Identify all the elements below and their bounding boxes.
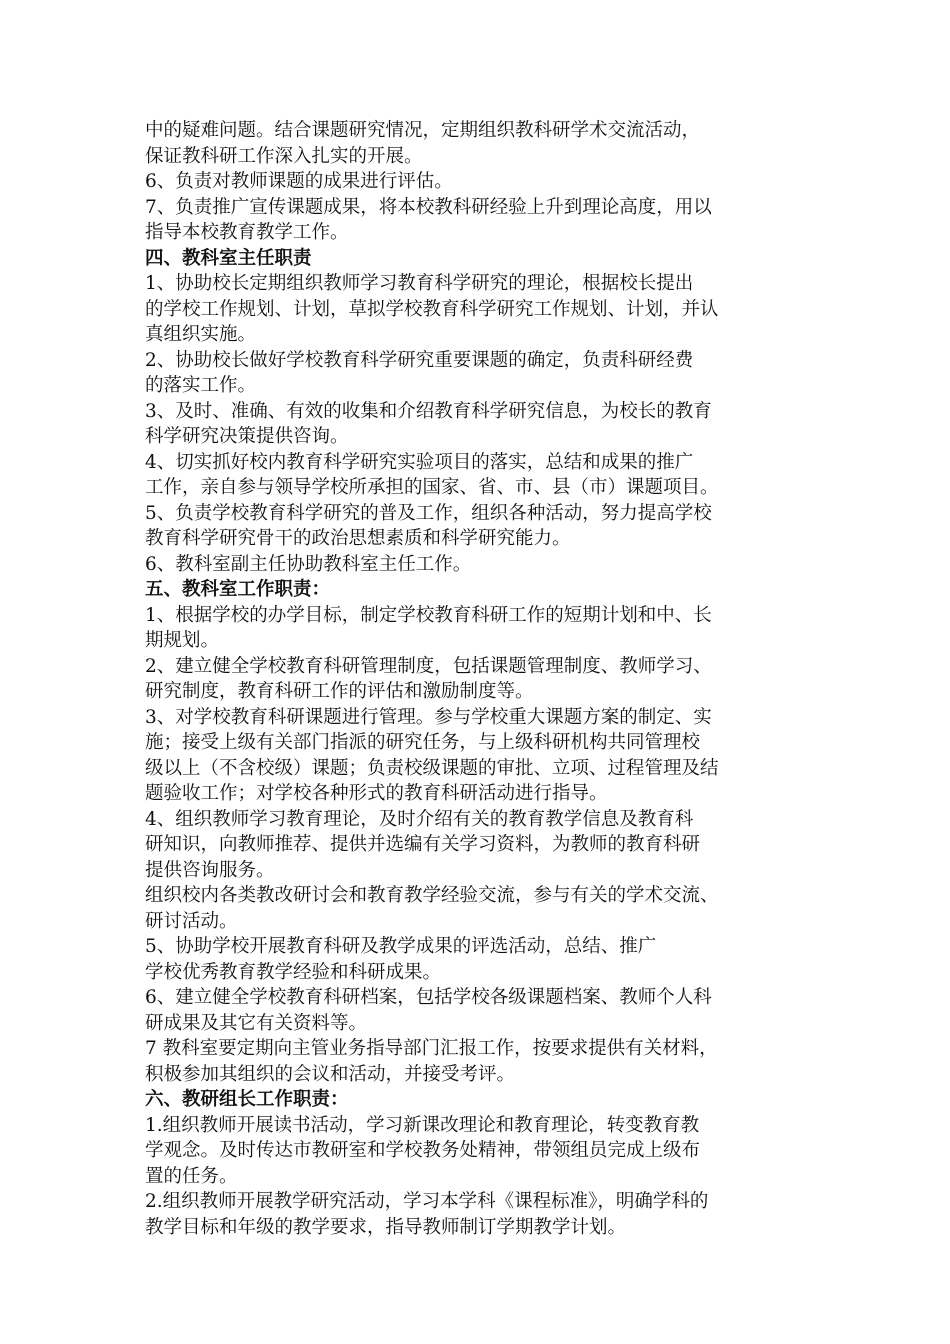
text-line: 施；接受上级有关部门指派的研究任务，与上级科研机构共同管理校 bbox=[145, 732, 701, 753]
paragraph-item bbox=[145, 705, 825, 807]
paragraph-item bbox=[145, 1189, 825, 1240]
text-line: 学观念。及时传达市教研室和学校教务处精神，带领组员完成上级布 bbox=[145, 1140, 701, 1161]
paragraph-item bbox=[145, 883, 825, 934]
paragraph-item bbox=[145, 603, 825, 654]
paragraph-item-7 bbox=[145, 195, 825, 246]
heading-text: 五、教科室工作职责： bbox=[145, 579, 331, 600]
text-line: 真组织实施。 bbox=[145, 324, 257, 345]
text-line: 保证教科研工作深入扎实的开展。 bbox=[145, 145, 423, 167]
text-line: 5、协助学校开展教育科研及教学成果的评选活动，总结、推广 bbox=[145, 936, 657, 957]
text-line: 的落实工作。 bbox=[145, 375, 257, 396]
paragraph-item bbox=[145, 934, 825, 985]
section-heading-5 bbox=[145, 577, 825, 603]
text-line: 6、建立健全学校教育科研档案，包括学校各级课题档案、教师个人科 bbox=[145, 987, 712, 1008]
text-line: 学校优秀教育教学经验和科研成果。 bbox=[145, 961, 442, 983]
text-line: 的学校工作规划、计划，草拟学校教育科学研究工作规划、计划，并认 bbox=[145, 298, 719, 320]
text-line: 教学目标和年级的教学要求，指导教师制订学期教学计划。 bbox=[145, 1216, 627, 1238]
text-line: 1、根据学校的办学目标，制定学校教育科研工作的短期计划和中、长 bbox=[145, 604, 712, 626]
text-line: 研讨活动。 bbox=[145, 910, 238, 932]
text-line: 指导本校教育教学工作。 bbox=[145, 222, 349, 243]
document-page bbox=[145, 118, 825, 1240]
text-line: 置的任务。 bbox=[145, 1165, 238, 1187]
text-line: 7、负责推广宣传课题成果，将本校教科研经验上升到理论高度，用以 bbox=[145, 196, 712, 218]
text-line: 研成果及其它有关资料等。 bbox=[145, 1012, 368, 1034]
paragraph-item bbox=[145, 399, 825, 450]
text-line: 6、教科室副主任协助教科室主任工作。 bbox=[145, 553, 472, 575]
text-line: 1、协助校长定期组织教师学习教育科学研究的理论，根据校长提出 bbox=[145, 273, 694, 294]
text-line: 7 教科室要定期向主管业务指导部门汇报工作，按要求提供有关材料， bbox=[145, 1038, 718, 1059]
text-line: 提供咨询服务。 bbox=[145, 859, 275, 881]
section-heading-6 bbox=[145, 1087, 825, 1113]
text-line: 教育科学研究骨干的政治思想素质和科学研究能力。 bbox=[145, 528, 571, 549]
text-line: 2、协助校长做好学校教育科学研究重要课题的确定，负责科研经费 bbox=[145, 349, 694, 371]
heading-text: 六、教研组长工作职责： bbox=[145, 1089, 349, 1110]
text-line: 4、组织教师学习教育理论，及时介绍有关的教育教学信息及教育科 bbox=[145, 808, 694, 830]
text-line: 研究制度，教育科研工作的评估和激励制度等。 bbox=[145, 681, 534, 702]
paragraph-item bbox=[145, 501, 825, 552]
paragraph-continuation bbox=[145, 118, 825, 169]
text-line: 2.组织教师开展教学研究活动，学习本学科《课程标准》，明确学科的 bbox=[145, 1191, 709, 1212]
text-line: 5、负责学校教育科学研究的普及工作，组织各种活动，努力提高学校 bbox=[145, 502, 712, 524]
heading-text: 四、教科室主任职责 bbox=[145, 247, 312, 269]
paragraph-item bbox=[145, 807, 825, 884]
paragraph-item bbox=[145, 552, 825, 578]
paragraph-item-6 bbox=[145, 169, 825, 195]
text-line: 积极参加其组织的会议和活动，并接受考评。 bbox=[145, 1063, 516, 1085]
text-line: 中的疑难问题。结合课题研究情况，定期组织教科研学术交流活动， bbox=[145, 120, 701, 141]
paragraph-item bbox=[145, 271, 825, 348]
paragraph-item bbox=[145, 654, 825, 705]
text-line: 科学研究决策提供咨询。 bbox=[145, 426, 349, 447]
paragraph-item bbox=[145, 348, 825, 399]
text-line: 3、及时、准确、有效的收集和介绍教育科学研究信息，为校长的教育 bbox=[145, 400, 712, 422]
text-line: 4、切实抓好校内教育科学研究实验项目的落实，总结和成果的推广 bbox=[145, 451, 694, 473]
text-line: 研知识，向教师推荐、提供并选编有关学习资料，为教师的教育科研 bbox=[145, 834, 701, 855]
text-line: 工作，亲自参与领导学校所承担的国家、省、市、县（市）课题项目。 bbox=[145, 477, 719, 498]
text-line: 1.组织教师开展读书活动，学习新课改理论和教育理论，转变教育教 bbox=[145, 1114, 700, 1136]
text-line: 级以上（不含校级）课题；负责校级课题的审批、立项、过程管理及结 bbox=[145, 757, 719, 779]
paragraph-item bbox=[145, 985, 825, 1036]
text-line: 3、对学校教育科研课题进行管理。参与学校重大课题方案的制定、实 bbox=[145, 706, 712, 728]
paragraph-item bbox=[145, 1113, 825, 1190]
text-line: 6、负责对教师课题的成果进行评估。 bbox=[145, 171, 453, 192]
text-line: 期规划。 bbox=[145, 630, 220, 651]
text-line: 组织校内各类教改研讨会和教育教学经验交流，参与有关的学术交流、 bbox=[145, 885, 719, 906]
text-line: 2、建立健全学校教育科研管理制度，包括课题管理制度、教师学习、 bbox=[145, 655, 712, 677]
section-heading-4 bbox=[145, 246, 825, 272]
paragraph-item bbox=[145, 450, 825, 501]
text-line: 题验收工作；对学校各种形式的教育科研活动进行指导。 bbox=[145, 783, 608, 804]
paragraph-item bbox=[145, 1036, 825, 1087]
